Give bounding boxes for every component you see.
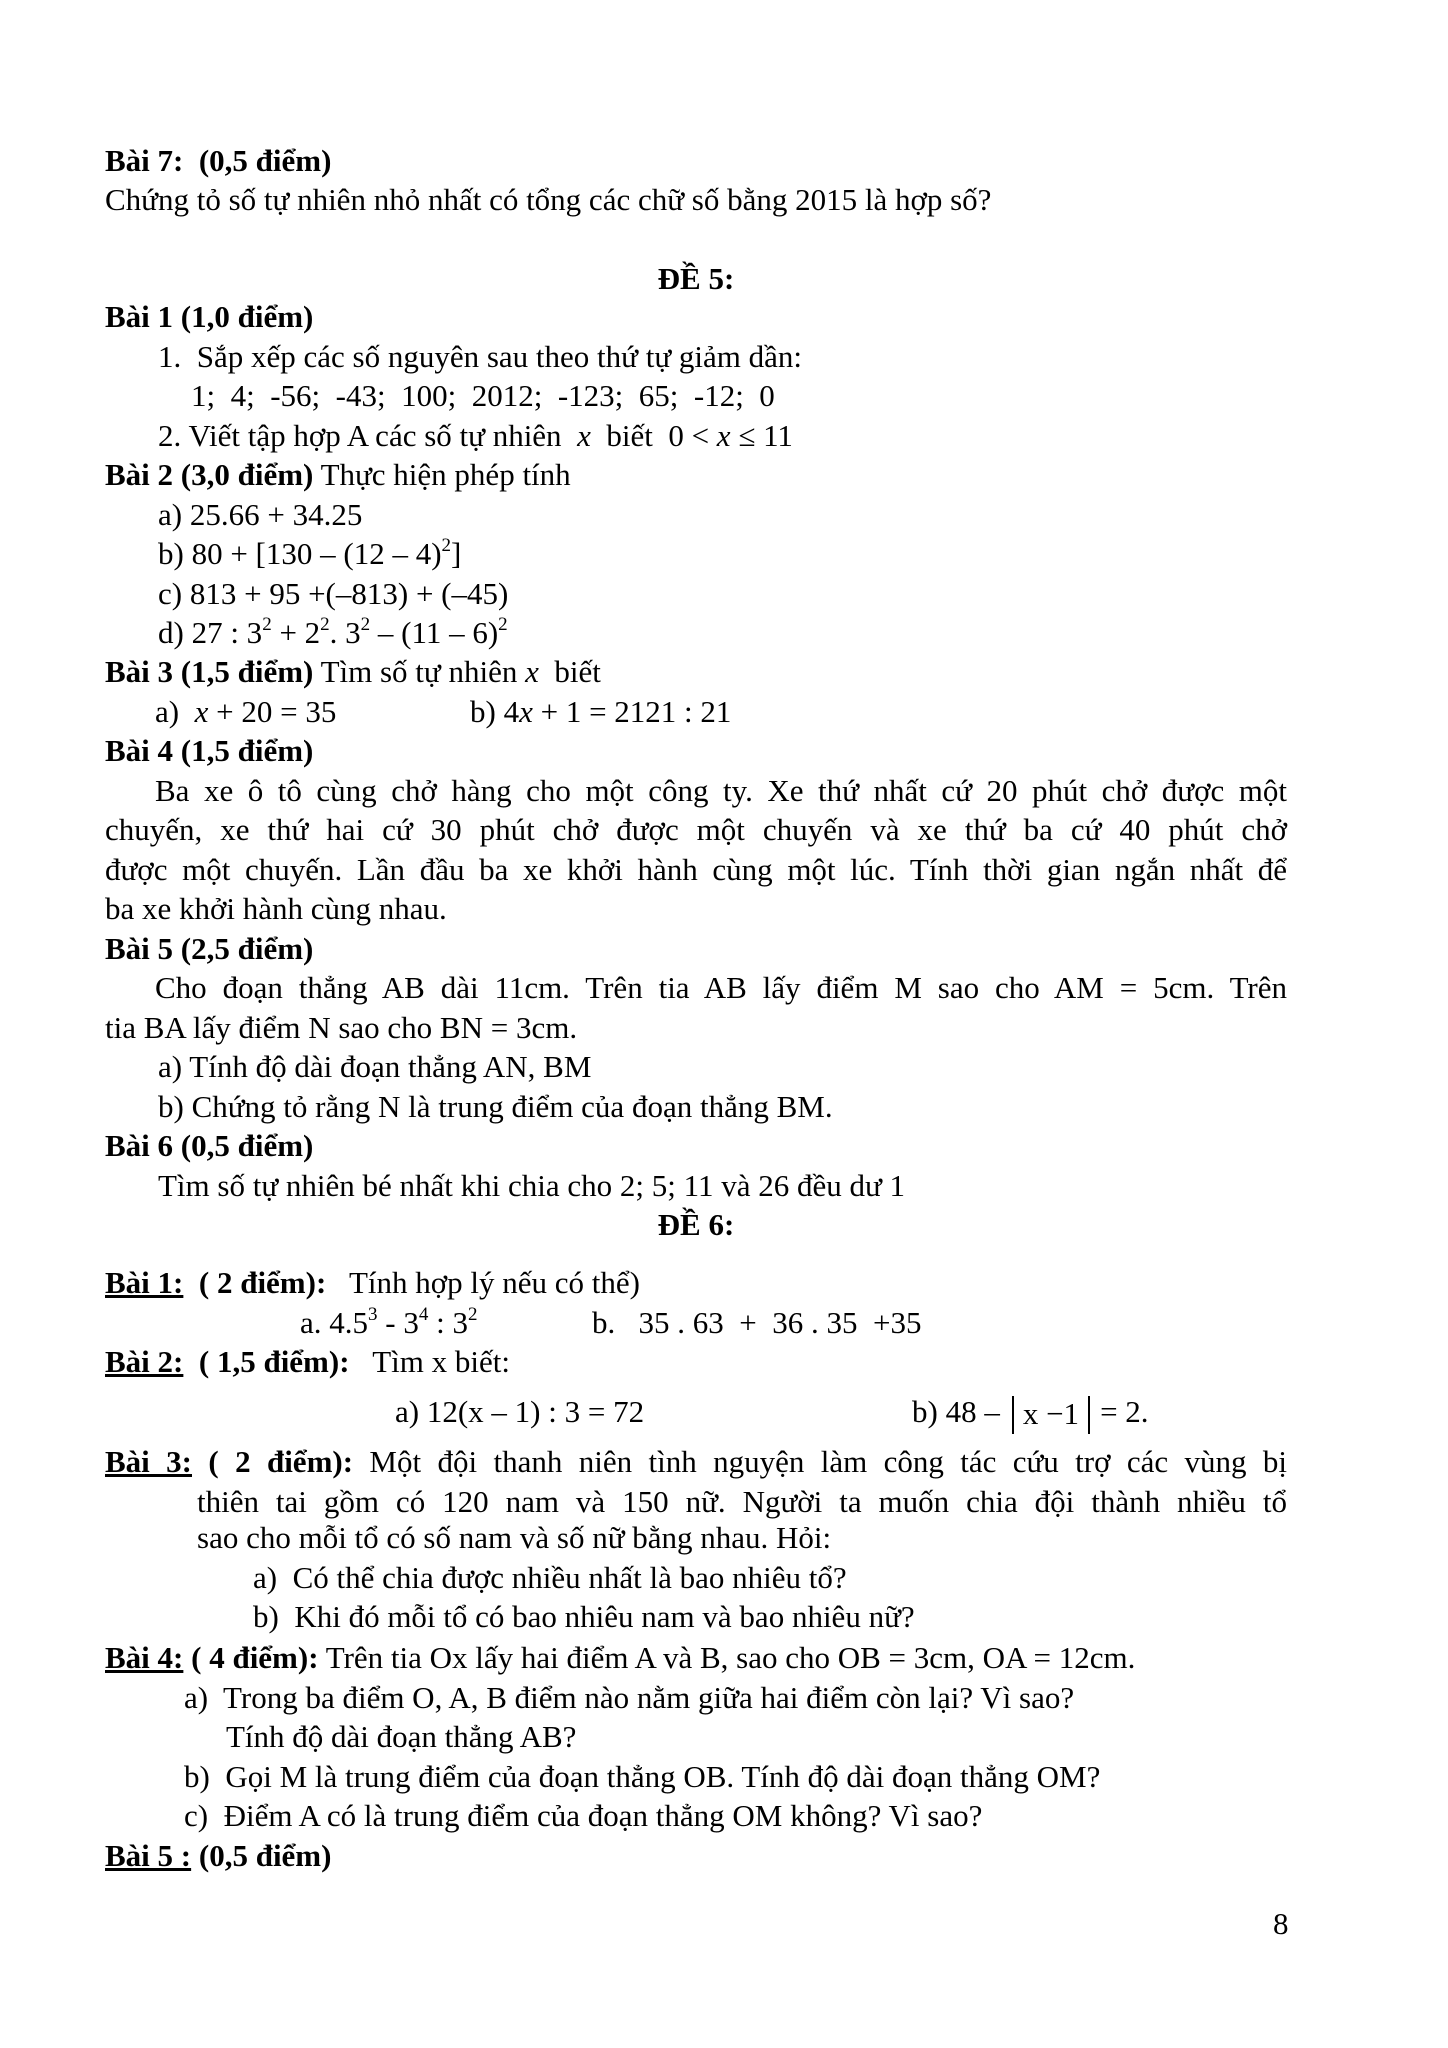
paragraph-text: Một đội thanh niên tình nguyện làm công tác cứu trợ các vùng bị [353,1444,1287,1479]
exercise-title: Bài 1 (1,0 điểm) [105,299,314,334]
exercise-title: Bài 3 (1,5 điểm) [105,654,314,689]
expression-part: - 3 [377,1305,419,1340]
question-text: ≤ 11 [730,418,793,453]
math-variable: x [194,694,209,729]
math-variable: x [525,654,539,689]
expression-part: a) [155,694,195,729]
expression-part: b) 48 – [912,1394,1000,1429]
exercise-instruction: Thực hiện phép tính [313,457,571,492]
exam-heading: ĐỀ 6: [657,1207,735,1242]
exercise-title-line [105,1126,313,1166]
expression-part: b) 80 + [130 – (12 – 4) [158,536,442,571]
exam-heading: ĐỀ 5: [657,261,735,296]
paragraph-line: sao cho mỗi tổ có số nam và số nữ bằng nhau. Hỏi: [197,1520,832,1555]
exercise-title: Bài 2 (3,0 điểm) [105,457,314,492]
exercise-title: Bài 4 (1,5 điểm) [105,733,314,768]
expression-part: . 3 [329,615,361,650]
exercise-instruction: biết [538,654,601,689]
exercise-text: Chứng tỏ số tự nhiên nhỏ nhất có tổng các chữ số bằng 2015 là hợp số? [105,182,992,217]
exercise-title-line [105,652,601,692]
exercise-title: Bài 6 (0,5 điểm) [105,1128,314,1163]
page-number: 8 [1273,1906,1289,1941]
exercise-title-line [105,731,313,771]
superscript: 2 [441,535,452,556]
question-text: biết 0 < [590,418,717,453]
expression-part: + 2 [271,615,321,650]
superscript: 2 [498,614,508,635]
exercise-title: Bài 7: (0,5 điểm) [105,143,332,178]
exercise-title-line [105,1442,1287,1482]
question-item [158,416,793,456]
expression-part: + 20 = 35 [208,694,337,729]
question-item: a) Có thể chia được nhiều nhất là bao nhiêu tổ? [253,1560,847,1595]
exercise-instruction: Trên tia Ox lấy hai điểm A và B, sao cho OB = 3cm, OA = 12cm. [318,1640,1136,1675]
question-text: 2. Viết tập hợp A các số tự nhiên [158,418,578,453]
question-item [158,534,461,574]
paragraph-line: ba xe khởi hành cùng nhau. [105,891,447,926]
exercise-title-line [105,1836,331,1876]
question-item: c) 813 + 95 +(–813) + (–45) [158,576,509,611]
expression-part: b) 4 [470,694,520,729]
question-item [155,692,336,732]
paragraph-line: tia BA lấy điểm N sao cho BN = 3cm. [105,1010,578,1045]
exercise-points: ( 4 điểm): [183,1640,319,1675]
question-item: b) Chứng tỏ rằng N là trung điểm của đoạn thẳng BM. [158,1089,833,1124]
superscript: 4 [418,1304,429,1325]
math-variable: x [519,694,533,729]
math-variable: x [577,418,591,453]
superscript: 2 [467,1304,478,1325]
exercise-label: Bài 4: [105,1640,184,1675]
expression-part: a. 4.5 [300,1305,369,1340]
exercise-points: (0,5 điểm) [191,1838,332,1873]
superscript: 2 [360,614,371,635]
exercise-label: Bài 5 : [105,1838,192,1873]
exercise-label: Bài 3: [105,1444,192,1479]
question-item: a) 12(x – 1) : 3 = 72 [395,1394,645,1429]
exercise-title-line [105,929,313,969]
question-item: c) Điểm A có là trung điểm của đoạn thẳng OM không? Vì sao? [184,1798,983,1833]
exercise-instruction: Tìm x biết: [349,1344,510,1379]
exercise-title-line [105,1263,640,1303]
question-item: b) Khi đó mỗi tổ có bao nhiêu nam và bao nhiêu nữ? [253,1599,915,1634]
expression-part: : 3 [428,1305,468,1340]
paragraph-line: Cho đoạn thẳng AB dài 11cm. Trên tia AB lấy điểm M sao cho AM = 5cm. Trên [155,970,1287,1005]
absolute-value: x −1 [1012,1396,1090,1434]
question-item: a) 25.66 + 34.25 [158,497,363,532]
superscript: 2 [262,614,272,635]
exercise-instruction: Tìm số tự nhiên [313,654,526,689]
paragraph-line: thiên tai gồm có 120 nam và 150 nữ. Người ta muốn chia đội thành nhiều tổ [197,1484,1287,1519]
question-item: Tính độ dài đoạn thẳng AB? [226,1719,577,1754]
question-item: b) Gọi M là trung điểm của đoạn thẳng OB. Tính độ dài đoạn thẳng OM? [184,1759,1101,1794]
math-variable: x [716,418,731,453]
question-item [470,692,731,732]
question-item: a) Tính độ dài đoạn thẳng AN, BM [158,1049,592,1084]
exercise-instruction: Tính hợp lý nếu có thể) [326,1265,640,1300]
expression-part: ] [451,536,462,571]
expression-part: + 1 = 2121 : 21 [532,694,732,729]
question-item: b. 35 . 63 + 36 . 35 +35 [592,1305,922,1340]
number-list: 1; 4; -56; -43; 100; 2012; -123; 65; -12; 0 [191,378,775,413]
question-item: 1. Sắp xếp các số nguyên sau theo thứ tự giảm dần: [158,339,802,374]
paragraph-line: được một chuyến. Lần đầu ba xe khởi hành cùng một lúc. Tính thời gian ngắn nhất để [105,852,1287,887]
exercise-title-line [105,297,313,337]
exercise-title-line [105,1638,1135,1678]
exercise-label: Bài 2: [105,1344,184,1379]
question-item: a) Trong ba điểm O, A, B điểm nào nằm giữa hai điểm còn lại? Vì sao? [184,1680,1075,1715]
exercise-title-line [105,455,571,495]
question-item [912,1392,1149,1432]
expression-part: = 2. [1100,1394,1149,1429]
superscript: 2 [320,614,330,635]
exercise-title-line [105,1342,510,1382]
exercise-title-line [105,141,331,181]
expression-part: d) 27 : 3 [158,615,263,650]
exercise-points: ( 2 điểm): [183,1265,327,1300]
paragraph-line: chuyến, xe thứ hai cứ 30 phút chở được một chuyến và xe thứ ba cứ 40 phút chở [105,812,1287,847]
superscript: 3 [368,1304,378,1325]
expression-part: – (11 – 6) [370,615,499,650]
question-item [158,613,508,653]
exercise-text: Tìm số tự nhiên bé nhất khi chia cho 2; 5; 11 và 26 đều dư 1 [158,1168,906,1203]
exercise-title: Bài 5 (2,5 điểm) [105,931,314,966]
paragraph-line: Ba xe ô tô cùng chở hàng cho một công ty. Xe thứ nhất cứ 20 phút chở được một [155,773,1287,808]
question-item [300,1303,477,1343]
exercise-points: ( 1,5 điểm): [183,1344,350,1379]
exercise-label: Bài 1: [105,1265,184,1300]
exercise-points: ( 2 điểm): [192,1444,354,1479]
